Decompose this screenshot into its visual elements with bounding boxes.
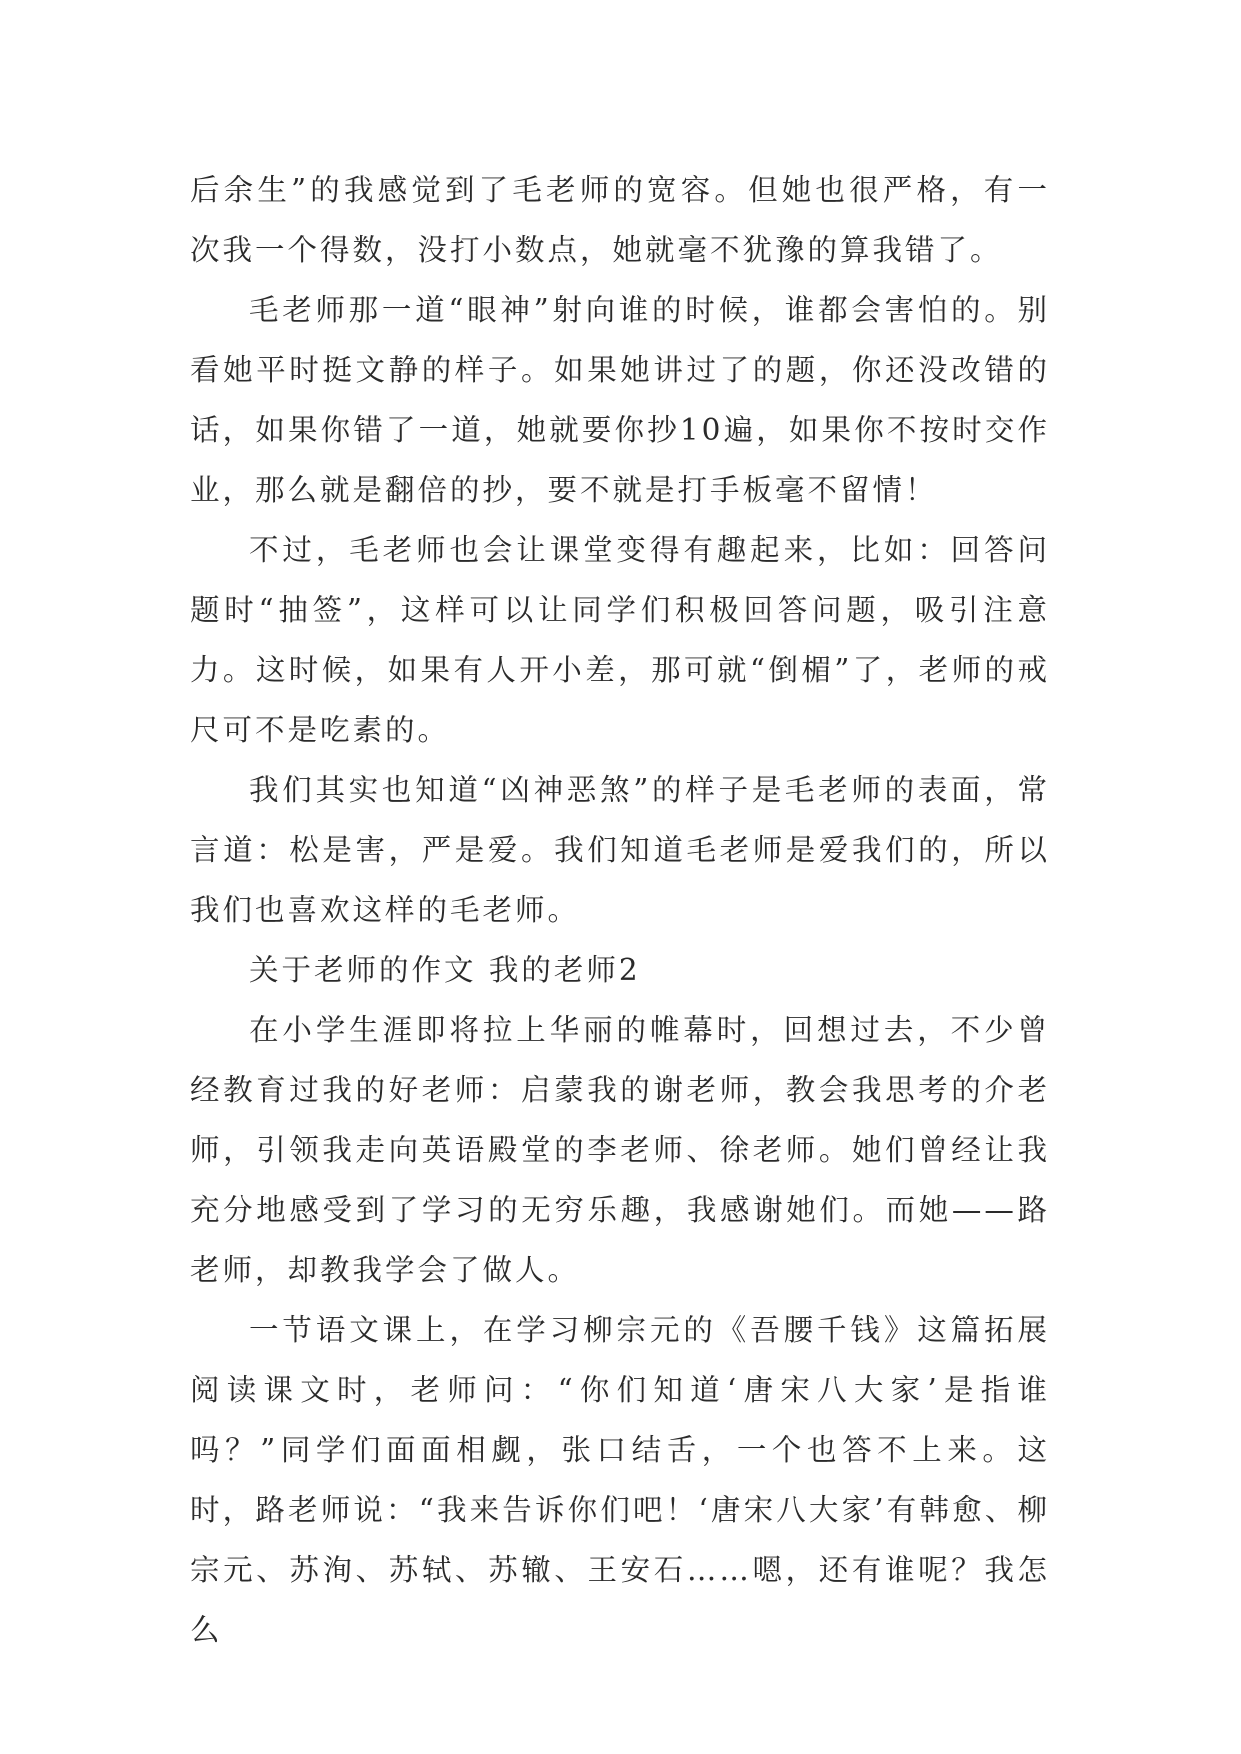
paragraph: 在小学生涯即将拉上华丽的帷幕时，回想过去，不少曾经教育过我的好老师：启蒙我的谢老师，教会我思考的介老师，引领我走向英语殿堂的李老师、徐老师。她们曾经让我充分地感受到了学习的无穷乐趣，我感谢她们。而她——路老师，却教我学会了做人。 bbox=[190, 1013, 1050, 1287]
paragraph-continuation: 后余生”的我感觉到了毛老师的宽容。但她也很严格，有一次我一个得数，没打小数点，她就毫不犹豫的算我错了。 bbox=[190, 173, 1050, 267]
essay-title: 关于老师的作文 我的老师2 bbox=[249, 953, 641, 987]
paragraph: 不过，毛老师也会让课堂变得有趣起来，比如：回答问题时“抽签”，这样可以让同学们积极回答问题，吸引注意力。这时候，如果有人开小差，那可就“倒楣”了，老师的戒尺可不是吃素的。 bbox=[190, 533, 1050, 747]
paragraph: 我们其实也知道“凶神恶煞”的样子是毛老师的表面，常言道：松是害，严是爱。我们知道毛老师是爱我们的，所以我们也喜欢这样的毛老师。 bbox=[190, 773, 1050, 927]
document-body bbox=[190, 160, 1050, 1660]
paragraph: 一节语文课上，在学习柳宗元的《吾腰千钱》这篇拓展阅读课文时，老师问：“你们知道‘唐宋八大家’是指谁吗？”同学们面面相觑，张口结舌，一个也答不上来。这时，路老师说：“我来告诉你们吧！‘唐宋八大家’有韩愈、柳宗元、苏洵、苏轼、苏辙、王安石……嗯，还有谁呢？我怎么 bbox=[190, 1313, 1050, 1647]
paragraph: 毛老师那一道“眼神”射向谁的时候，谁都会害怕的。别看她平时挺文静的样子。如果她讲过了的题，你还没改错的话，如果你错了一道，她就要你抄10遍，如果你不按时交作业，那么就是翻倍的抄，要不就是打手板毫不留情！ bbox=[190, 293, 1050, 507]
